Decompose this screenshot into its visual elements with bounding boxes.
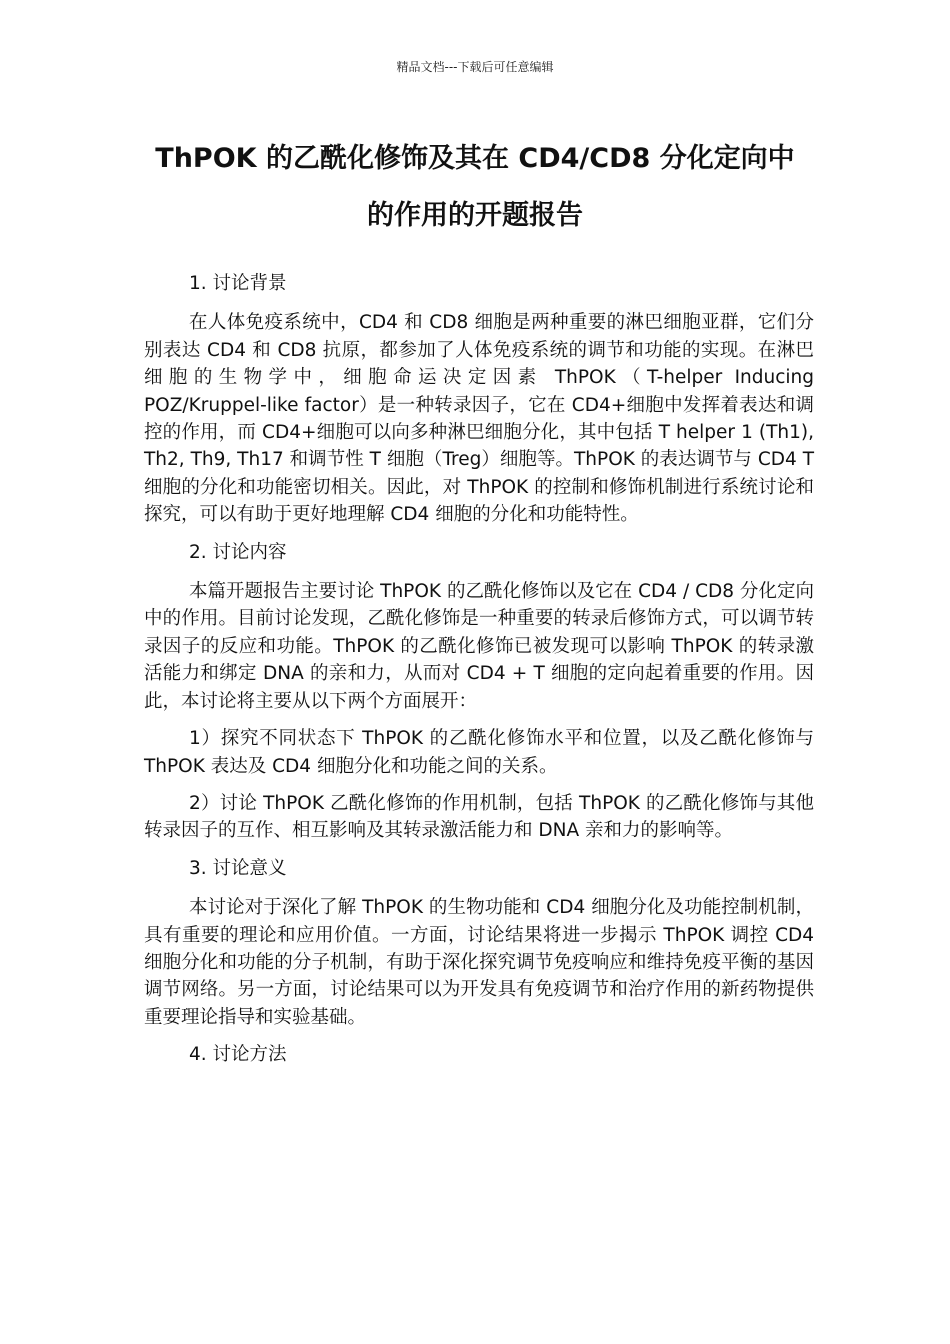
content-item-2: 2）讨论 ThPOK 乙酰化修饰的作用机制，包括 ThPOK 的乙酰化修饰与其他转录因子的互作、相互影响及其转录激活能力和 DNA 亲和力的影响等。 (144, 792, 814, 842)
content-item-1: 1）探究不同状态下 ThPOK 的乙酰化修饰水平和位置，以及乙酰化修饰与 ThPOK 表达及 CD4 细胞分化和功能之间的关系。 (144, 728, 814, 777)
section-heading-background: 1. 讨论背景 (189, 273, 287, 294)
content-paragraph: 本篇开题报告主要讨论 ThPOK 的乙酰化修饰以及它在 CD4 / CD8 分化定向中的作用。目前讨论发现，乙酰化修饰是一种重要的转录后修饰方式，可以调节转录因子的反应和功能。ThPOK 的乙酰化修饰已被发现可以影响 ThPOK 的转录激活能力和绑定 DNA 的亲和力，从而对 CD4 + T 细胞的定向起着重要的作用。因此，本讨论将主要从以下两个方面展开： (144, 581, 814, 712)
section-heading-methods: 4. 讨论方法 (189, 1044, 287, 1066)
background-paragraph: 在人体免疫系统中，CD4 和 CD8 细胞是两种重要的淋巴细胞亚群，它们分别表达 CD4 和 CD8 抗原，都参加了人体免疫系统的调节和功能的实现。在淋巴细胞的生物学中，细胞命运决定因素 ThPOK（T-helper Inducing POZ/Kruppel-like factor）是一种转录因子，它在 CD4+细胞中发挥着表达和调控的作用，而 CD4+细胞可以向多种淋巴细胞分化，其中包括 T helper 1 (Th1), Th2, Th9, Th17 和调节性 T 细胞（Treg）细胞等。ThPOK 的表达调节与 CD4 T 细胞的分化和功能密切相关。因此，对 ThPOK 的控制和修饰机制进行系统讨论和探究，可以有助于更好地理解 CD4 细胞的分化和功能特性。 (144, 312, 814, 526)
section-heading-content: 2. 讨论内容 (189, 541, 287, 563)
header-note: 精品文档---下载后可任意编辑 (396, 60, 554, 74)
document-title-line-1: ThPOK 的乙酰化修饰及其在 CD4/CD8 分化定向中 (155, 143, 795, 174)
significance-paragraph: 本讨论对于深化了解 ThPOK 的生物功能和 CD4 细胞分化及功能控制机制，具有重要的理论和应用价值。一方面，讨论结果将进一步揭示 ThPOK 调控 CD4 细胞分化和功能的分子机制，有助于深化探究调节免疫响应和维持免疫平衡的基因调节网络。另一方面，讨论结果可以为开发具有免疫调节和治疗作用的新药物提供重要理论指导和实验基础。 (144, 897, 814, 1028)
document-body (144, 270, 814, 1081)
section-heading-significance: 3. 讨论意义 (189, 857, 287, 879)
document-title-line-2: 的作用的开题报告 (367, 200, 583, 231)
